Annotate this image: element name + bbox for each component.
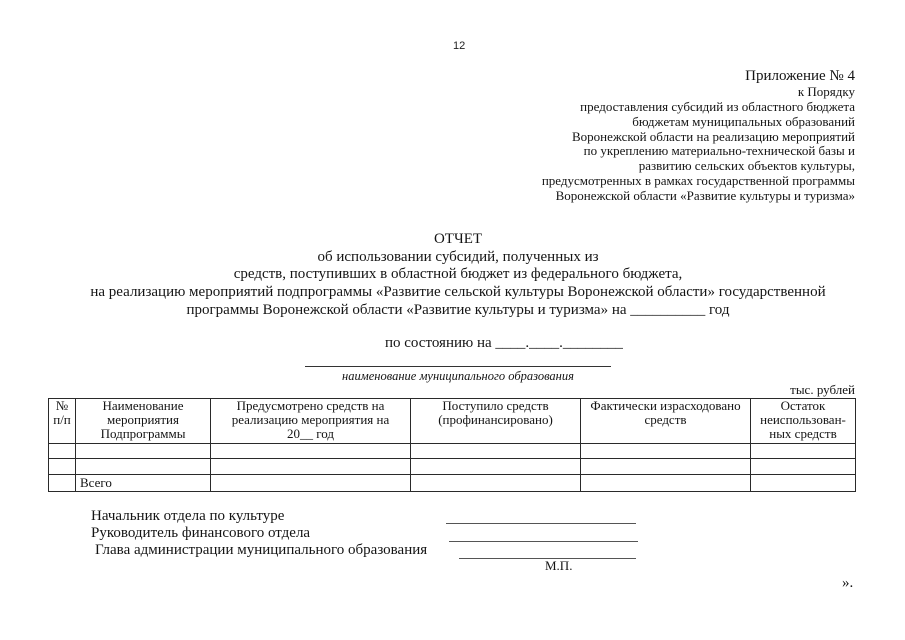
table-header-row xyxy=(49,399,856,444)
signature-title-administration-head: Глава администрации муниципального образования xyxy=(95,542,428,558)
column-header-activity-name xyxy=(76,399,211,444)
table-cell xyxy=(76,444,211,459)
table-cell xyxy=(211,459,411,475)
column-header-line: п/п xyxy=(53,412,71,428)
table-cell xyxy=(411,475,581,492)
total-label: Всего xyxy=(76,475,211,492)
table-cell xyxy=(751,444,856,459)
column-header-received-funds xyxy=(411,399,581,444)
column-header-line: ных средств xyxy=(769,426,837,442)
report-title: ОТЧЕТ xyxy=(433,231,483,247)
table-cell xyxy=(581,459,751,475)
appendix-title: Приложение № 4 xyxy=(745,68,855,84)
appendix-line: развитию сельских объектов культуры, xyxy=(638,158,855,174)
column-header-line: Предусмотрено средств на xyxy=(236,398,385,413)
column-header-line: Наименование xyxy=(102,398,184,413)
table-row xyxy=(49,444,856,459)
appendix-line: по укреплению материально-технической базы и xyxy=(583,143,855,159)
table-cell xyxy=(751,475,856,492)
column-header-line: мероприятия xyxy=(106,412,179,428)
appendix-line: к Порядку xyxy=(797,84,855,99)
table-cell xyxy=(76,459,211,475)
table-cell xyxy=(581,475,751,492)
table-cell xyxy=(411,444,581,459)
report-subtitle-line: средств, поступивших в областной бюджет из федерального бюджета, xyxy=(233,266,683,283)
table-cell xyxy=(581,444,751,459)
table-cell xyxy=(751,459,856,475)
table-cell xyxy=(411,459,581,475)
municipality-name-blank xyxy=(305,366,611,367)
report-subtitle-line: на реализацию мероприятий подпрограммы «Развитие сельской культуры Воронежской области» государственной xyxy=(90,284,826,301)
table-cell xyxy=(211,444,411,459)
municipality-caption: наименование муниципального образования xyxy=(342,369,574,383)
column-header-line: реализацию мероприятия на xyxy=(231,412,390,428)
signature-title-culture-head: Начальник отдела по культуре xyxy=(91,508,285,524)
appendix-line: Воронежской области на реализацию мероприятий xyxy=(572,128,855,144)
column-header-spent-funds xyxy=(581,399,751,444)
table-cell xyxy=(49,459,76,475)
column-header-line: № xyxy=(55,398,69,413)
column-header-line: Фактически израсходовано xyxy=(590,398,741,413)
table-cell xyxy=(211,475,411,492)
column-header-planned-funds xyxy=(211,399,411,444)
subsidy-report-table xyxy=(48,398,856,492)
report-heading xyxy=(12,231,904,320)
appendix-line: Воронежской области «Развитие культуры и туризма» xyxy=(555,187,855,203)
report-date-line: по состоянию на ____.____.________ xyxy=(385,335,623,351)
column-header-line: Поступило средств xyxy=(442,398,549,413)
appendix-line: бюджетам муниципальных образований xyxy=(632,113,855,129)
appendix-reference xyxy=(542,85,855,204)
table-total-row xyxy=(49,475,856,492)
column-header-line: неиспользован- xyxy=(760,412,846,428)
page-number: 12 xyxy=(453,40,466,52)
stamp-label: М.П. xyxy=(545,558,573,573)
units-label: тыс. рублей xyxy=(790,382,855,397)
column-header-line: средств xyxy=(644,412,687,428)
column-header-line: Подпрограммы xyxy=(100,426,186,442)
column-header-line: Остаток xyxy=(780,398,826,413)
report-subtitle-line: об использовании субсидий, полученных из xyxy=(317,248,599,265)
signature-line xyxy=(449,541,638,542)
column-header-remaining-funds xyxy=(751,399,856,444)
column-header-number xyxy=(49,399,76,444)
appendix-line: предоставления субсидий из областного бюджета xyxy=(580,98,855,114)
column-header-line: (профинансировано) xyxy=(438,412,553,428)
column-header-line: 20__ год xyxy=(287,426,334,442)
table-cell xyxy=(49,444,76,459)
table-row xyxy=(49,459,856,475)
appendix-line: предусмотренных в рамках государственной программы xyxy=(541,173,855,189)
signature-line xyxy=(446,523,636,524)
closing-quote-mark: ». xyxy=(842,575,854,591)
table-cell xyxy=(49,475,76,492)
signature-title-finance-head: Руководитель финансового отдела xyxy=(91,525,311,541)
report-subtitle-line: программы Воронежской области «Развитие культуры и туризма» на __________ год xyxy=(186,301,730,318)
